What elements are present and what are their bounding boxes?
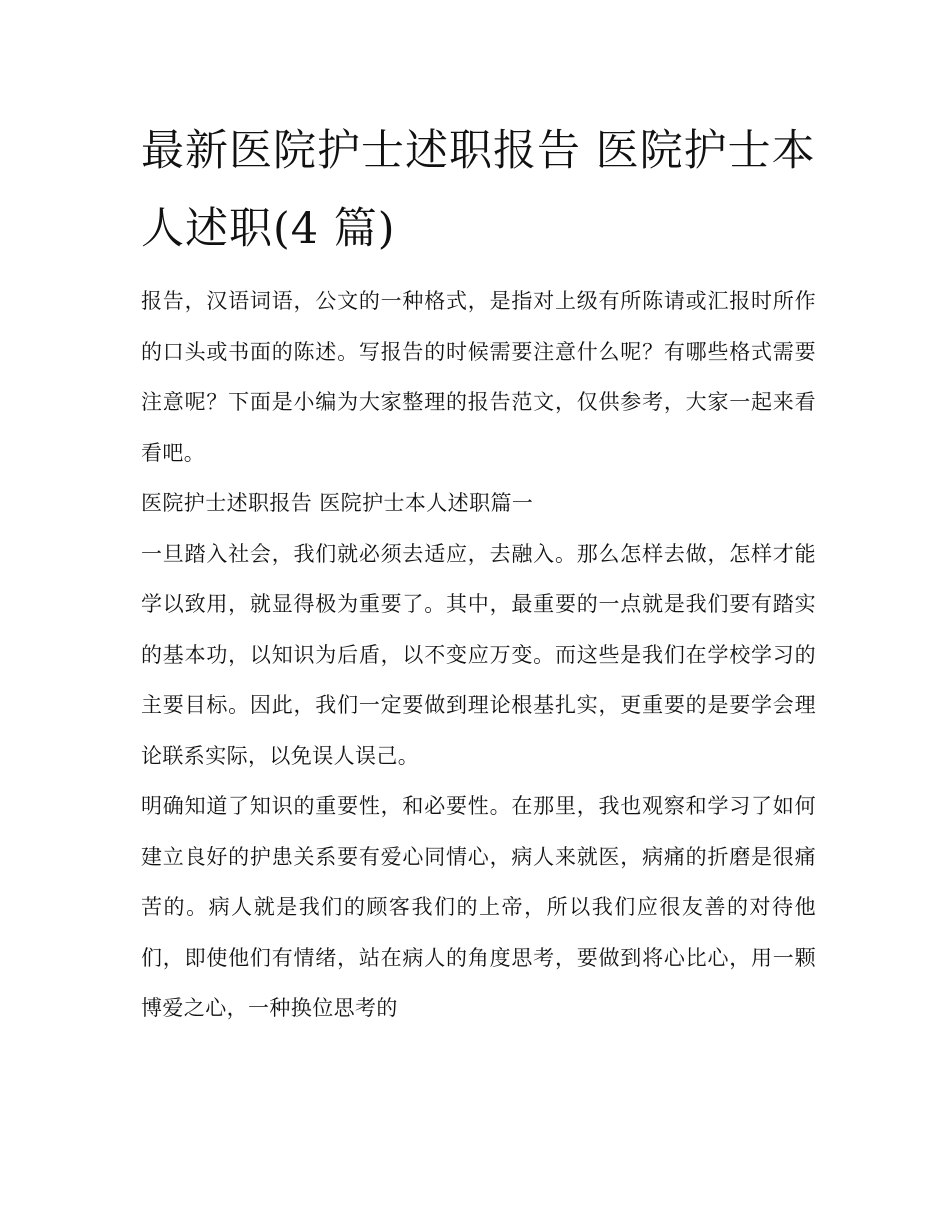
- document-body: [141, 112, 816, 1034]
- section-heading: 医院护士述职报告 医院护士本人述职篇一: [141, 491, 534, 515]
- body-paragraph-1: 一旦踏入社会，我们就必须去适应，去融入。那么怎样去做，怎样才能学以致用，就显得极为重要了。其中，最重要的一点就是我们要有踏实的基本功，以知识为后盾，以不变应万变。而这些是我们在学校学习的主要目标。因此，我们一定要做到理论根基扎实，更重要的是要学会理论联系实际，以免误人误己。: [141, 541, 816, 768]
- body-paragraph-2: 明确知道了知识的重要性，和必要性。在那里，我也观察和学习了如何建立良好的护患关系要有爱心同情心，病人来就医，病痛的折磨是很痛苦的。病人就是我们的顾客我们的上帝，所以我们应很友善的对待他们，即使他们有情绪，站在病人的角度思考，要做到将心比心，用一颗博爱之心，一种换位思考的: [141, 794, 816, 1020]
- document-title: 最新医院护士述职报告 医院护士本人述职(4 篇): [141, 126, 816, 254]
- intro-paragraph: 报告，汉语词语，公文的一种格式，是指对上级有所陈请或汇报时所作的口头或书面的陈述。写报告的时候需要注意什么呢？有哪些格式需要注意呢？下面是小编为大家整理的报告范文，仅供参考，大家一起来看看吧。: [141, 289, 816, 465]
